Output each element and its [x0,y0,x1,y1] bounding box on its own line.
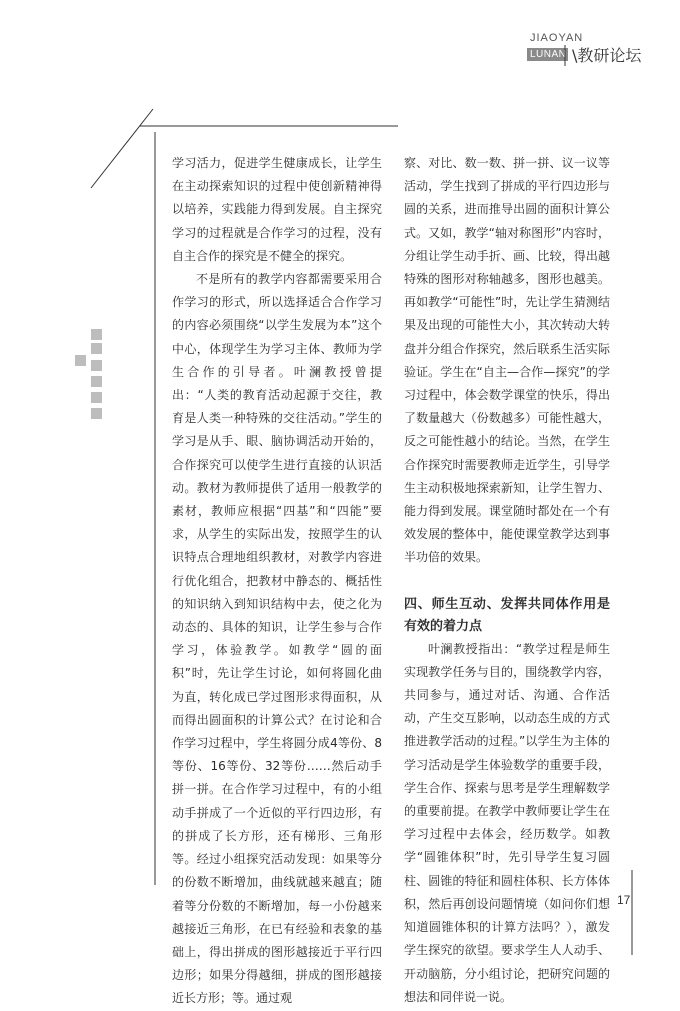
decor-square [91,376,102,387]
decor-square [91,408,102,419]
decor-square [91,392,102,403]
page-number: 17 [617,893,631,907]
decor-square [91,360,102,371]
decor-square [75,355,86,366]
header-block-label: LUNAN [527,48,568,61]
paragraph: 学习活力，促进学生健康成长，让学生在主动探索知识的过程中使创新精神得以培养，实践能力得到发展。自主探究学习的过程就是合作学习的过程，没有自主合作的探究是不健全的探究。 [172,156,382,263]
header-en-label: JIAOYAN [530,32,584,44]
right-column [404,152,610,1009]
decor-square [91,329,102,340]
paragraph: 叶澜教授指出：“教学过程是师生实现教学任务与目的，围绕教学内容，共同参与，通过对话、沟通、合作活动，产生交互影响，以动态生成的方式推进教学活动的过程。”以学生为主体的学习活动是学生体验数学的重要手段，学生合作、探索与思考是学生理解数学的重要前提。在教学中教师要让学生在学习过程中去体会，经历数学。如教学“圆锥体积”时，先引导学生复习圆柱、圆锥的特征和圆柱体积、长方体体积，然后再创设问题情境（如问你们想知道圆锥体积的计算方法吗？），激发学生探究的欲望。要求学生人人动手、开动脑筋，分小组讨论，把研究问题的想法和同伴说一说。 [404,641,610,1004]
corner-diagonal-rule [91,109,153,188]
paragraph: 不是所有的教学内容都需要采用合作学习的形式，所以选择适合合作学习的内容必须围绕“以学生发展为本”这个中心，体现学生为学习主体、教师为学生合作的引导者。叶澜教授曾提出：“人类的教育活动起源于交往，教育是人类一种特殊的交往活动。”学生的学习是从手、眼、脑协调活动开始的，合作探究可以使学生进行直接的认识活动。教材为教师提供了适用一般教学的素材，教师应根据“四基”和“四能”要求，从学生的实际出发，按照学生的认识特点合理地组织教材，对教学内容进行优化组合，把教材中静态的、概括性的知识纳入到知识结构中去，使之化为动态的、具体的知识，让学生参与合作学习，体验教学。如教学“圆的面积”时，先让学生讨论，如何将圆化曲为直，转化成已学过图形求得面积，从而得出圆面积的计算公式？在讨论和合作学习过程中，学生将圆分成4等份、8等份、16等份、32等份……然后动手拼一拼。在合作学习过程中，有的小组动手拼成了一个近似的平行四边形，有的拼成了长方形，还有梯形、三角形等。经过小组探究活动发现：如果等分的份数不断增加，曲线就越来越直；随着等分份数的不断增加，每一小份越来越接近三角形，在已有经验和表象的基础上，得出拼成的图形越接近于平行四边形；如果分得越细，拼成的图形越接近长方形；等。通过观 [172,272,382,1006]
decor-square [91,343,102,354]
section-heading: 四、师生互动、发挥共同体作用是有效的着力点 [404,596,610,634]
left-column [172,152,382,1011]
header-section-title: \教研论坛 [572,46,642,65]
paragraph: 察、对比、数一数、拼一拼、议一议等活动，学生找到了拼成的平行四边形与圆的关系，进而推导出圆的面积计算公式。又如，教学“轴对称图形”内容时，分组让学生动手折、画、比较，得出越特殊的图形对称轴越多，图形也越美。再如教学“可能性”时，先让学生猜测结果及出现的可能性大小，其次转动大转盘并分组合作探究，然后联系生活实际验证。学生在“自主—合作—探究”的学习过程中，体会数学课堂的快乐，得出了数量越大（份数越多）可能性越大，反之可能性越小的结论。当然，在学生合作探究时需要教师走近学生，引导学生主动积极地探索新知，让学生智力、能力得到发展。课堂随时都处在一个有效发展的整体中，能使课堂教学达到事半功倍的效果。 [404,156,610,565]
